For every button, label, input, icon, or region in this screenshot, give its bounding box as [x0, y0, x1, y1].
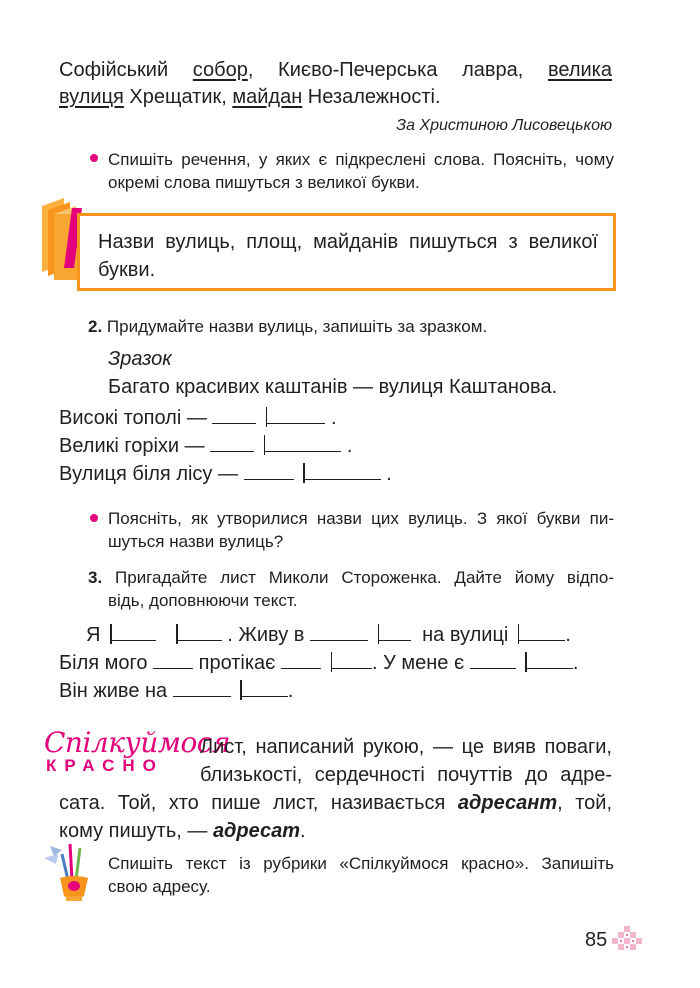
bullet-icon [90, 154, 98, 162]
task-2: Поясніть, як утворилися назви цих вулиць. З якої букви пи- шуться назви вулиць? [108, 509, 614, 551]
blank-field [210, 433, 254, 452]
blank-field [173, 678, 231, 697]
blank-field [281, 650, 321, 669]
underlined-word: велика [547, 59, 612, 81]
blank-field [332, 650, 372, 669]
term-adresant: адресант [457, 792, 558, 814]
blank-field [527, 650, 573, 669]
rubric-line-3: сата. Той, хто пише лист, називається адресант, той, [59, 792, 613, 814]
intro-line-1: Софійський собор, Києво-Печерська лавра, велика [59, 59, 612, 81]
rubric-line-4: кому пишуть, — адресат. [59, 820, 306, 842]
bullet-icon [90, 514, 98, 522]
blank-field [379, 622, 411, 641]
blank-field [470, 650, 516, 669]
intro-line-2: вулиця Хрещатик, майдан Незалежності. [59, 86, 441, 108]
rubric-line-2: близькості, сердечності почуттів до адре- [200, 764, 612, 786]
pencil-cup-icon [40, 840, 104, 904]
blank-field [112, 622, 156, 641]
blank-field [153, 650, 193, 669]
ornament-icon [612, 924, 642, 954]
attribution: За Христиною Лисовецькою [396, 117, 612, 134]
street-line-3: Вулиця біля лісу — . [59, 463, 392, 485]
term-adresat: адресат [212, 820, 301, 842]
rubric-subtitle: КРАСНО [46, 756, 164, 775]
street-line-2: Великі горіхи — . [59, 435, 353, 457]
page-number: 85 [585, 929, 608, 951]
rule-box: Назви вулиць, площ, майданів пишуться з великої букви. [77, 213, 616, 291]
blank-field [267, 405, 325, 424]
task-3: Спишіть текст із рубрики «Спілкуймося красно». Запишіть свою адресу. [108, 854, 614, 896]
exercise-2-instruction: 2. Придумайте назви вулиць, запишіть за зразком. [88, 317, 488, 336]
blank-field [178, 622, 222, 641]
sample-text: Багато красивих каштанів — вулиця Каштанова. [108, 376, 558, 398]
letter-line-3: Він живе на . [59, 680, 294, 702]
blank-field [242, 678, 288, 697]
blank-field [244, 461, 294, 480]
street-line-1: Високі тополі — . [59, 407, 337, 429]
blank-field [310, 622, 368, 641]
letter-line-1: Я . Живу в на вулиці . [86, 624, 571, 646]
blank-field [519, 622, 565, 641]
task-1: Спишіть речення, у яких є підкреслені слова. Поясніть, чому окремі слова пишуться з великої букви. [108, 150, 614, 192]
blank-field [265, 433, 341, 452]
underlined-word: вулиця [59, 86, 124, 108]
exercise-3-instruction: 3. Пригадайте лист Миколи Стороженка. Дайте йому відпо- відь, доповнюючи текст. [88, 568, 614, 610]
rubric-line-1: Лист, написаний рукою, — це вияв поваги, [200, 736, 612, 758]
underlined-word: майдан [232, 86, 303, 108]
rubric-title: Спілкуймося [44, 726, 231, 759]
letter-line-2: Біля мого протікає . У мене є . [59, 652, 579, 674]
sample-label: Зразок [108, 348, 172, 370]
blank-field [305, 461, 381, 480]
underlined-word: собор [192, 59, 248, 81]
blank-field [212, 405, 256, 424]
